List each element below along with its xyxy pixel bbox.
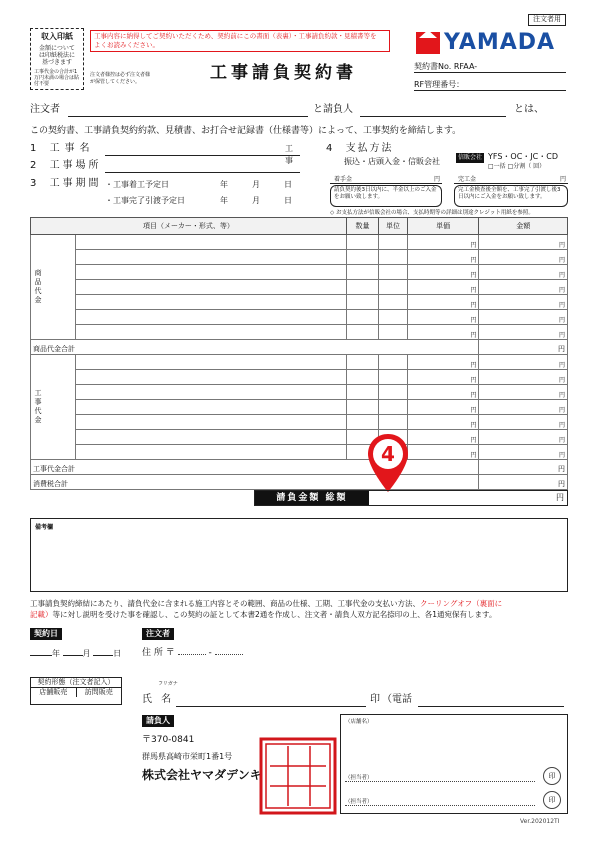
disclosure-part1: 工事請負契約締結にあたり、請負代金に含まれる施工内容とその範囲、商品の仕様、工期、工事代金の支払い方法、 <box>30 599 420 608</box>
item-1-label: 工事名 <box>49 143 95 154</box>
col-item: 項目（メーカー・形式、等） <box>31 218 347 235</box>
notice-box <box>90 30 390 52</box>
table-row[interactable] <box>31 250 568 265</box>
orderer-label: 注文者 <box>30 104 60 115</box>
location-marker-icon <box>366 432 410 494</box>
item-3 <box>30 178 310 208</box>
deposit-box <box>330 176 442 208</box>
product-subtotal-row[interactable] <box>31 340 568 355</box>
table-row[interactable] <box>31 325 568 340</box>
amount-yen: 円 <box>479 430 568 445</box>
item-1-no: 1 <box>30 143 37 154</box>
sign-person1-label: （担当者） <box>345 775 373 781</box>
table-row[interactable] <box>31 355 568 370</box>
col-qty: 数量 <box>346 218 378 235</box>
notice-line2: よくお読みください。 <box>94 41 159 49</box>
unit-yen: 円 <box>407 280 479 295</box>
product-group-label: 商品代金 <box>34 269 42 305</box>
deposit-note: 請負契約後3日以内に、半金以上のご入金をお願い致します。 <box>330 185 442 207</box>
orderer-seal: 印 <box>370 694 380 705</box>
seal-2-text: 印 <box>548 796 556 804</box>
total-label: 請負金額 総額 <box>255 491 369 505</box>
notice-line1: 工事内容に納得してご契約いただくため、契約前にこの書面（表裏）・工事請負約款・見積書等を <box>94 32 377 40</box>
final-yen: 円 <box>559 176 566 183</box>
contractor-address: 群馬県高崎市栄町1番1号 <box>142 752 233 761</box>
start-month: 月 <box>252 180 260 189</box>
address-label: 住 所 〒 <box>142 648 175 658</box>
table-row[interactable] <box>31 235 568 250</box>
store-sale-option[interactable]: 店舗販売 <box>31 688 77 697</box>
unit-yen: 円 <box>407 430 479 445</box>
unit-yen: 円 <box>407 265 479 280</box>
table-row[interactable] <box>31 295 568 310</box>
final-note: 完工金検査後全額を、工事完了引渡し後3日以内にご入金をお願い致します。 <box>454 185 568 207</box>
contract-date-row[interactable] <box>30 647 140 659</box>
work-subtotal-yen: 円 <box>479 460 568 475</box>
orderer-section-label: 注文者 <box>142 628 174 640</box>
amount-yen: 円 <box>479 415 568 430</box>
furigana-label: フリガナ <box>158 681 178 687</box>
unit-yen: 円 <box>407 445 479 460</box>
item-3-no: 3 <box>30 178 37 189</box>
amount-yen: 円 <box>479 310 568 325</box>
amount-yen: 円 <box>479 280 568 295</box>
col-unit: 単位 <box>379 218 408 235</box>
col-price: 単価 <box>407 218 479 235</box>
item-2 <box>30 160 300 172</box>
disclosure-text <box>30 598 570 620</box>
phone-label: （電話 <box>382 694 412 705</box>
name-row <box>142 694 570 708</box>
brand-name: YAMADA <box>444 30 556 55</box>
tax-yen: 円 <box>479 475 568 490</box>
work-group-label: 工事代金 <box>34 389 42 425</box>
seal-1-text: 印 <box>548 772 556 780</box>
name-label: 氏 名 <box>142 694 175 705</box>
work-subtotal-label: 工事代金合計 <box>31 460 479 475</box>
party-row <box>30 104 566 118</box>
credit-installment: □一括 □分割（ 回） <box>488 163 546 170</box>
unit-yen: 円 <box>407 415 479 430</box>
sign-person2-label: （担当者） <box>345 799 373 805</box>
items-table <box>30 217 568 490</box>
final-box <box>454 176 568 208</box>
project-name-input[interactable] <box>105 143 300 156</box>
work-subtotal-row[interactable] <box>31 460 568 475</box>
orderer-input[interactable] <box>68 104 308 117</box>
total-amount-input[interactable] <box>371 491 551 505</box>
end-day: 日 <box>284 196 292 205</box>
notice-small: 注文者様控は必ず注文者様が保管してください。 <box>90 72 151 85</box>
orderer-address-row[interactable]: 住 所 〒 - <box>142 646 262 659</box>
end-month: 月 <box>252 196 260 205</box>
unit-yen: 円 <box>407 325 479 340</box>
unit-yen: 円 <box>407 370 479 385</box>
unit-yen: 円 <box>407 250 479 265</box>
stamp-title: 収入印紙 <box>41 32 73 41</box>
phone-input[interactable] <box>418 694 564 707</box>
unit-yen: 円 <box>407 385 479 400</box>
item-3-label: 工事期間 <box>49 178 102 189</box>
disclosure-part2: 等に対し説明を受けた事を確認し、この契約の証として本書2通を作成し、注文者・請負人双方記名捺印の上、各1通宛保有します。 <box>52 610 497 619</box>
amount-yen: 円 <box>479 325 568 340</box>
unit-yen: 円 <box>407 400 479 415</box>
amount-yen: 円 <box>479 385 568 400</box>
item-1-suffix: 工事 <box>285 144 293 165</box>
total-row <box>254 490 568 506</box>
amount-yen: 円 <box>479 355 568 370</box>
table-row[interactable] <box>31 280 568 295</box>
amount-yen: 円 <box>479 265 568 280</box>
table-row[interactable] <box>31 385 568 400</box>
item-4-no: 4 <box>326 143 333 154</box>
contractor-zip: 〒370-0841 <box>142 735 195 745</box>
unit-yen: 円 <box>407 295 479 310</box>
contract-date-label: 契約日 <box>30 628 62 640</box>
tax-label: 消費税合計 <box>31 475 479 490</box>
payment-methods: 振込・店頭入金・信販会社 <box>344 157 440 166</box>
unit-yen: 円 <box>407 310 479 325</box>
final-label: 完工金 <box>458 176 477 183</box>
unit-yen: 円 <box>407 355 479 370</box>
visit-sale-option[interactable]: 訪問販売 <box>84 688 113 696</box>
table-row[interactable] <box>31 415 568 430</box>
item-2-label: 工事場所 <box>49 160 102 171</box>
deposit-label: 着手金 <box>334 176 353 183</box>
remarks-box[interactable] <box>30 518 568 592</box>
item-2-no: 2 <box>30 160 37 171</box>
disclosure-red2: 記載） <box>30 610 53 619</box>
amount-yen: 円 <box>479 295 568 310</box>
revenue-stamp-box <box>30 28 84 90</box>
contractor-input[interactable] <box>360 104 506 117</box>
project-site-input[interactable] <box>105 160 300 173</box>
contract-type-label: 契約形態（注文者記入） <box>31 678 121 688</box>
intro-text: この契約書、工事請負契約約款、見積書、お打合せ記録書（仕様書等）によって、工事契約を締結します。 <box>30 126 462 136</box>
table-row[interactable] <box>31 400 568 415</box>
signature-box <box>340 714 568 814</box>
page-title: 工事請負契約書 <box>210 63 357 83</box>
start-year: 年 <box>220 180 228 189</box>
seal-circle-1 <box>543 767 561 785</box>
end-date-label: ・工事完了引渡予定日 <box>105 196 185 205</box>
contractor-label: と請負人 <box>313 104 353 115</box>
end-year: 年 <box>220 196 228 205</box>
contract-no-label: 契約書No. <box>414 62 452 71</box>
date-month: 月 <box>82 649 91 658</box>
version-label: Ver.202012TI <box>520 818 560 825</box>
remarks-label: 備考欄 <box>35 524 54 531</box>
company-hanko-icon <box>258 736 338 816</box>
start-day: 日 <box>284 180 292 189</box>
amount-yen: 円 <box>479 370 568 385</box>
stamp-note: 金額については印紙税法に基づきます <box>38 45 75 66</box>
amount-yen: 円 <box>479 235 568 250</box>
credit-options: YFS・OC・JC・CD <box>488 152 558 161</box>
contractor-section-label: 請負人 <box>142 715 174 727</box>
party-suffix: とは、 <box>514 104 544 115</box>
rf-no-row <box>414 80 566 91</box>
table-row[interactable] <box>31 430 568 445</box>
deposit-yen: 円 <box>433 176 440 183</box>
unit-yen: 円 <box>407 235 479 250</box>
credit-badge: 信販会社 <box>458 154 483 161</box>
amount-yen: 円 <box>479 250 568 265</box>
table-row[interactable] <box>31 445 568 460</box>
copy-label: 注文者用 <box>528 14 566 26</box>
contractor-company: 株式会社ヤマダデンキ <box>142 768 262 782</box>
table-row[interactable] <box>31 265 568 280</box>
seal-circle-2 <box>543 791 561 809</box>
contract-type-box <box>30 677 122 705</box>
total-yen: 円 <box>556 493 564 502</box>
date-year: 年 <box>52 649 60 658</box>
col-amount: 金額 <box>479 218 568 235</box>
disclosure-red1: クーリングオフ（裏面に <box>420 599 503 608</box>
marker-number: 4 <box>381 442 395 466</box>
product-subtotal-label: 商品代金合計 <box>31 340 479 355</box>
date-day: 日 <box>113 649 122 658</box>
contract-no-value: RFAA- <box>453 62 478 71</box>
start-date-label: ・工事着工予定日 <box>105 180 169 189</box>
table-row[interactable] <box>31 310 568 325</box>
rf-label: RF管理番号： <box>414 80 465 89</box>
contract-no-row <box>414 62 566 73</box>
table-row[interactable] <box>31 370 568 385</box>
amount-yen: 円 <box>479 445 568 460</box>
tax-row[interactable] <box>31 475 568 490</box>
amount-yen: 円 <box>479 400 568 415</box>
name-input[interactable] <box>176 694 366 707</box>
item-4-label: 支払方法 <box>345 143 394 154</box>
credit-footnote: ◇ お支払方法が信販会社の場合、支払時期等の詳細は別途クレジット用紙を参照。 <box>330 210 534 216</box>
stamp-note2: 工事代金の合計が1万円未満の場合は貼付不要 <box>34 69 80 87</box>
sign-store-label: （店舗名） <box>345 719 373 725</box>
yamada-logo <box>416 30 566 56</box>
item-1 <box>30 143 300 165</box>
product-subtotal-yen: 円 <box>479 340 568 355</box>
